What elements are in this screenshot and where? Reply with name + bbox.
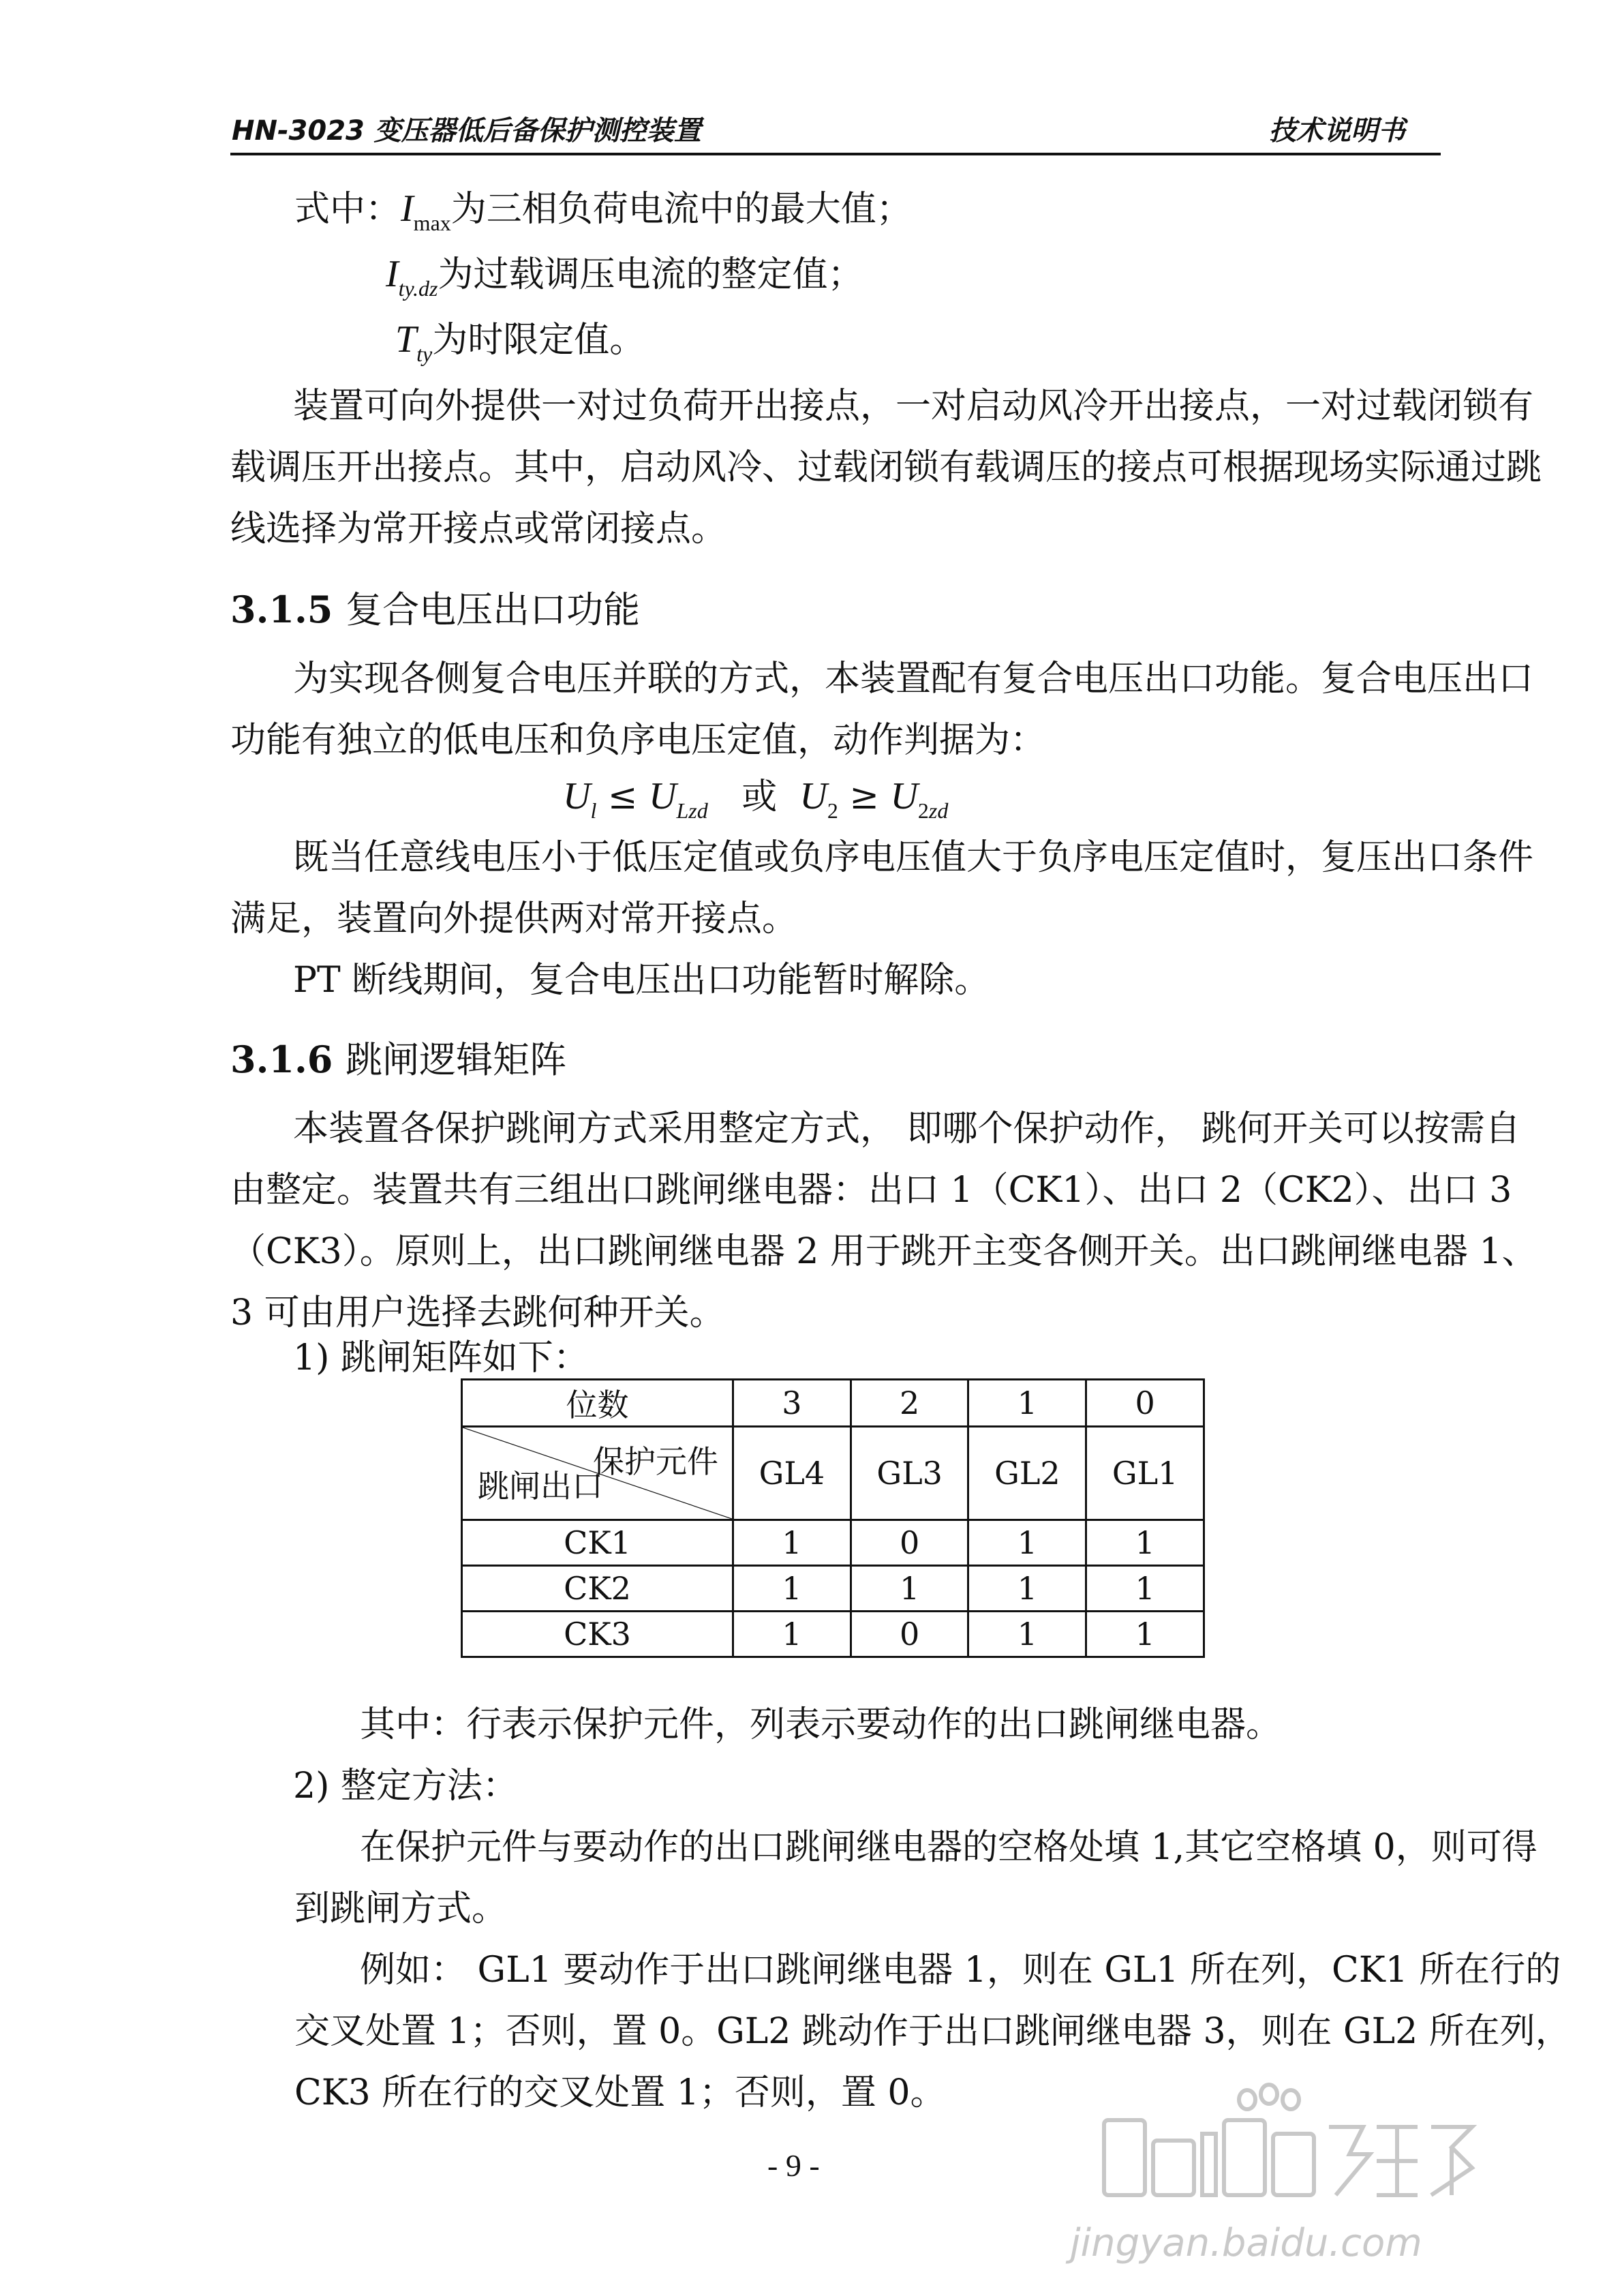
s316-example-1: 例如： GL1 要动作于出口跳闸继电器 1，则在 GL1 所在列，CK1 所在行的 bbox=[360, 1950, 1561, 1991]
header-rule bbox=[230, 153, 1441, 155]
table-row bbox=[462, 1566, 1204, 1612]
diag-top-label: 保护元件 bbox=[592, 1443, 718, 1480]
s316-method-1: 在保护元件与要动作的出口跳闸继电器的空格处填 1,其它空格填 0，则可得 bbox=[360, 1827, 1537, 1868]
value-cell: 1 bbox=[968, 1566, 1086, 1612]
value-cell: 1 bbox=[1086, 1520, 1204, 1566]
value-cell: 1 bbox=[1086, 1612, 1204, 1657]
value-cell: 1 bbox=[733, 1520, 851, 1566]
bit-cell: 0 bbox=[1086, 1380, 1204, 1427]
contacts-line-3: 线选择为常开接点或常闭接点。 bbox=[230, 509, 727, 549]
value-cell: 1 bbox=[851, 1566, 968, 1612]
s316-note: 其中：行表示保护元件，列表示要动作的出口跳闸继电器。 bbox=[360, 1704, 1282, 1745]
watermark-url: jingyan.baidu.com bbox=[1070, 2221, 1422, 2265]
header-right: 技术说明书 bbox=[1269, 115, 1405, 147]
element-cell: GL2 bbox=[968, 1427, 1086, 1520]
s316-method-2: 到跳闸方式。 bbox=[294, 1888, 508, 1929]
contacts-line-1: 装置可向外提供一对过负荷开出接点，一对启动风冷开出接点，一对过载闭锁有 bbox=[293, 386, 1534, 427]
s315-cond-2: 满足，装置向外提供两对常开接点。 bbox=[230, 898, 798, 939]
s315-formula: $U_l \le U_{Lzd}$ 或 $U_2 \ge U_{2zd}$ bbox=[563, 775, 949, 823]
bit-cell: 2 bbox=[851, 1380, 968, 1427]
s315-pt: PT 断线期间，复合电压出口功能暂时解除。 bbox=[293, 960, 990, 1001]
value-cell: 1 bbox=[968, 1520, 1086, 1566]
s316-intro-1: 本装置各保护跳闸方式采用整定方式， 即哪个保护动作， 跳何开关可以按需自 bbox=[293, 1108, 1521, 1149]
s316-item-2: 2) 整定方法： bbox=[293, 1766, 518, 1807]
def-tty: $T_{ty}$为时限定值。 bbox=[395, 318, 645, 366]
element-cell: GL1 bbox=[1086, 1427, 1204, 1520]
table-row bbox=[462, 1520, 1204, 1566]
s315-intro-1: 为实现各侧复合电压并联的方式，本装置配有复合电压出口功能。复合电压出口 bbox=[293, 659, 1534, 699]
value-cell: 1 bbox=[733, 1566, 851, 1612]
contacts-line-2: 载调压开出接点。其中，启动风冷、过载闭锁有载调压的接点可根据现场实际通过跳 bbox=[230, 447, 1542, 488]
s316-intro-4: 3 可由用户选择去跳何种开关。 bbox=[230, 1293, 725, 1333]
diagonal-header-cell bbox=[462, 1427, 733, 1520]
def-imax: 式中：$I_{max}$为三相负荷电流中的最大值； bbox=[294, 187, 912, 235]
element-cell: GL3 bbox=[851, 1427, 968, 1520]
value-cell: 0 bbox=[851, 1612, 968, 1657]
s316-example-3: CK3 所在行的交叉处置 1；否则，置 0。 bbox=[294, 2072, 946, 2113]
row-name-cell: CK2 bbox=[462, 1566, 733, 1612]
value-cell: 0 bbox=[851, 1520, 968, 1566]
row-name-cell: CK3 bbox=[462, 1612, 733, 1657]
s316-intro-3: （CK3）。原则上，出口跳闸继电器 2 用于跳开主变各侧开关。出口跳闸继电器 1、 bbox=[230, 1231, 1537, 1272]
trip-matrix-table bbox=[461, 1378, 1205, 1658]
table-row bbox=[462, 1612, 1204, 1657]
s316-intro-2: 由整定。装置共有三组出口跳闸继电器：出口 1（CK1）、出口 2（CK2）、出口 3 bbox=[230, 1170, 1512, 1211]
table-element-row bbox=[462, 1427, 1204, 1520]
value-cell: 1 bbox=[1086, 1566, 1204, 1612]
s315-intro-2: 功能有独立的低电压和负序电压定值，动作判据为： bbox=[230, 720, 1046, 761]
value-cell: 1 bbox=[733, 1612, 851, 1657]
page-number: - 9 - bbox=[767, 2148, 820, 2183]
row-name-cell: CK1 bbox=[462, 1520, 733, 1566]
s316-item-1: 1) 跳闸矩阵如下： bbox=[293, 1338, 589, 1378]
value-cell: 1 bbox=[968, 1612, 1086, 1657]
element-cell: GL4 bbox=[733, 1427, 851, 1520]
section-316-heading: 3.1.6 跳闸逻辑矩阵 bbox=[230, 1038, 567, 1081]
header-left: HN-3023 变压器低后备保护测控装置 bbox=[232, 115, 701, 147]
table-header-row bbox=[462, 1380, 1204, 1427]
section-315-heading: 3.1.5 复合电压出口功能 bbox=[230, 588, 641, 631]
s316-example-2: 交叉处置 1；否则，置 0。GL2 跳动作于出口跳闸继电器 3，则在 GL2 所在列， bbox=[294, 2011, 1571, 2052]
bit-cell: 3 bbox=[733, 1380, 851, 1427]
def-ity: $I_{ty.dz}$为过载调压电流的整定值； bbox=[386, 253, 863, 301]
bit-cell: 1 bbox=[968, 1380, 1086, 1427]
diag-bottom-label: 跳闸出口 bbox=[478, 1468, 603, 1505]
bits-label-cell: 位数 bbox=[462, 1380, 733, 1427]
s315-cond-1: 既当任意线电压小于低压定值或负序电压值大于负序电压定值时，复压出口条件 bbox=[293, 837, 1534, 878]
